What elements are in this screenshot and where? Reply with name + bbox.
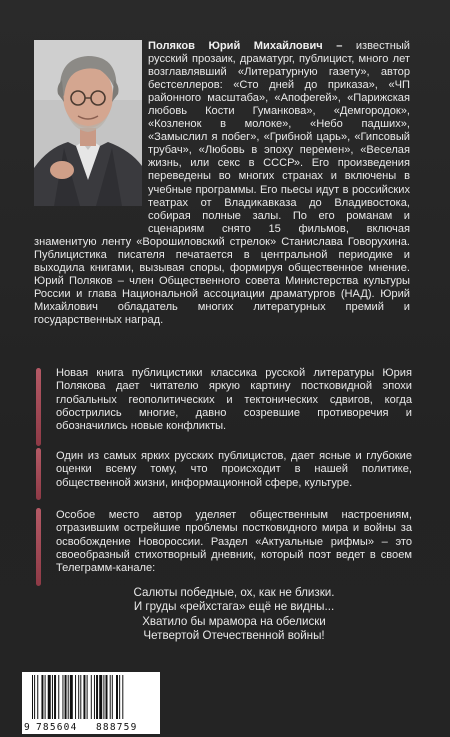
barcode-bar [116, 675, 118, 719]
barcode-lead-digit: 9 [24, 722, 31, 733]
barcode-bar [58, 675, 59, 719]
barcode-bar [94, 675, 95, 719]
isbn-barcode [22, 672, 160, 734]
author-bio [34, 40, 410, 327]
author-name: Поляков Юрий Михайлович – [148, 40, 343, 52]
barcode-bar [122, 675, 123, 719]
barcode-digits [22, 720, 160, 734]
barcode-bar [96, 675, 98, 719]
poem-line: Салюты победные, ох, как не близки. [133, 586, 335, 599]
barcode-bar [112, 675, 113, 719]
photo-spacer [34, 40, 148, 224]
barcode-bar [119, 675, 120, 719]
barcode-bar [32, 675, 33, 719]
barcode-bar [34, 675, 35, 719]
barcode-bar [91, 675, 92, 719]
accent-bar [36, 368, 41, 446]
accent-bar [36, 448, 41, 500]
barcode-group-2: 888759 [96, 722, 138, 733]
poem [56, 586, 412, 644]
barcode-bar [83, 675, 85, 719]
barcode-bar [45, 675, 46, 719]
barcode-bar [103, 675, 104, 719]
barcode-bar [68, 675, 69, 719]
barcode-bar [62, 675, 63, 719]
description-paragraph: Новая книга публицистики классика русской литературы Юрия Полякова дает читателю яркую картину постковидной эпохи глобальных геополитических и тектонических сдвигов, когда обострились многие, давно созревшие противоречия и обозначились новые конфликты. [56, 367, 412, 433]
barcode-bar [75, 675, 76, 719]
barcode-bar [87, 675, 88, 719]
barcode-bar [41, 675, 43, 719]
poem-line: И груды «рейхстага» ещё не видны... [133, 600, 335, 614]
barcode-bars [22, 672, 160, 722]
barcode-bar [106, 675, 108, 719]
barcode-bar [110, 675, 111, 719]
description-paragraph: Особое место автор уделяет общественным настроениям, отразившим острейшие проблемы постковидного мира и войны за освобождение Новороссии. Раздел «Актуальные рифмы» – это своеобразный стихотворный дневник, который поэт ведет в своем Телеграмм-канале: [56, 509, 412, 575]
barcode-bar [70, 675, 73, 719]
barcode-bar [48, 675, 51, 719]
barcode-bar [78, 675, 79, 719]
barcode-bar [52, 675, 53, 719]
description-paragraph: Один из самых ярких русских публицистов, дает ясные и глубокие оценки всему тому, что происходит в нашей политике, общественной жизни, информационной сфере, культуре. [56, 450, 412, 489]
barcode-bar [65, 675, 67, 719]
barcode-bar [80, 675, 81, 719]
poem-line: Четвертой Отечественной войны! [143, 629, 325, 643]
poem-line: Хватило бы мрамора на обелиски [142, 614, 326, 628]
author-bio-text: известный русский прозаик, драматург, публицист, много лет возглавлявший «Литературную газету», автор бестселлеров: «Сто дней до приказа», «ЧП районного масштаба», «Апофегей», «Парижская любовь Кости Гуманкова», «Демгородок», «Козленок в молоке», «Небо падших», «Замыслил я побег», «Грибной царь», «Гипсовый трубач», «Любовь в эпоху перемен», «Веселая жизнь, или секс в СССР». Его произведения переведены во многих странах и включены в учебные программы. Его пьесы идут в российских театрах от Владикавказа до Владивостока, собирая полные залы. По его романам и сценариям снято 15 фильмов, включая знаменитую ленту «Ворошиловский стрелок» Станислава Говорухина. Публицистика писателя печатается в центральной периодике и выходила книгами, вызывая споры, формируя общественное мнение. Юрий Поляков – член Общественного совета Министерства культуры России и глава Национальной ассоциации драматургов (НАД). Юрий Михайлович обладатель многих литературных премий и государственных наград. [34, 40, 410, 326]
barcode-bar [54, 675, 56, 719]
barcode-group-1: 785604 [36, 722, 78, 733]
accent-bar [36, 508, 41, 586]
barcode-bar [37, 675, 38, 719]
barcode-bar [99, 675, 102, 719]
